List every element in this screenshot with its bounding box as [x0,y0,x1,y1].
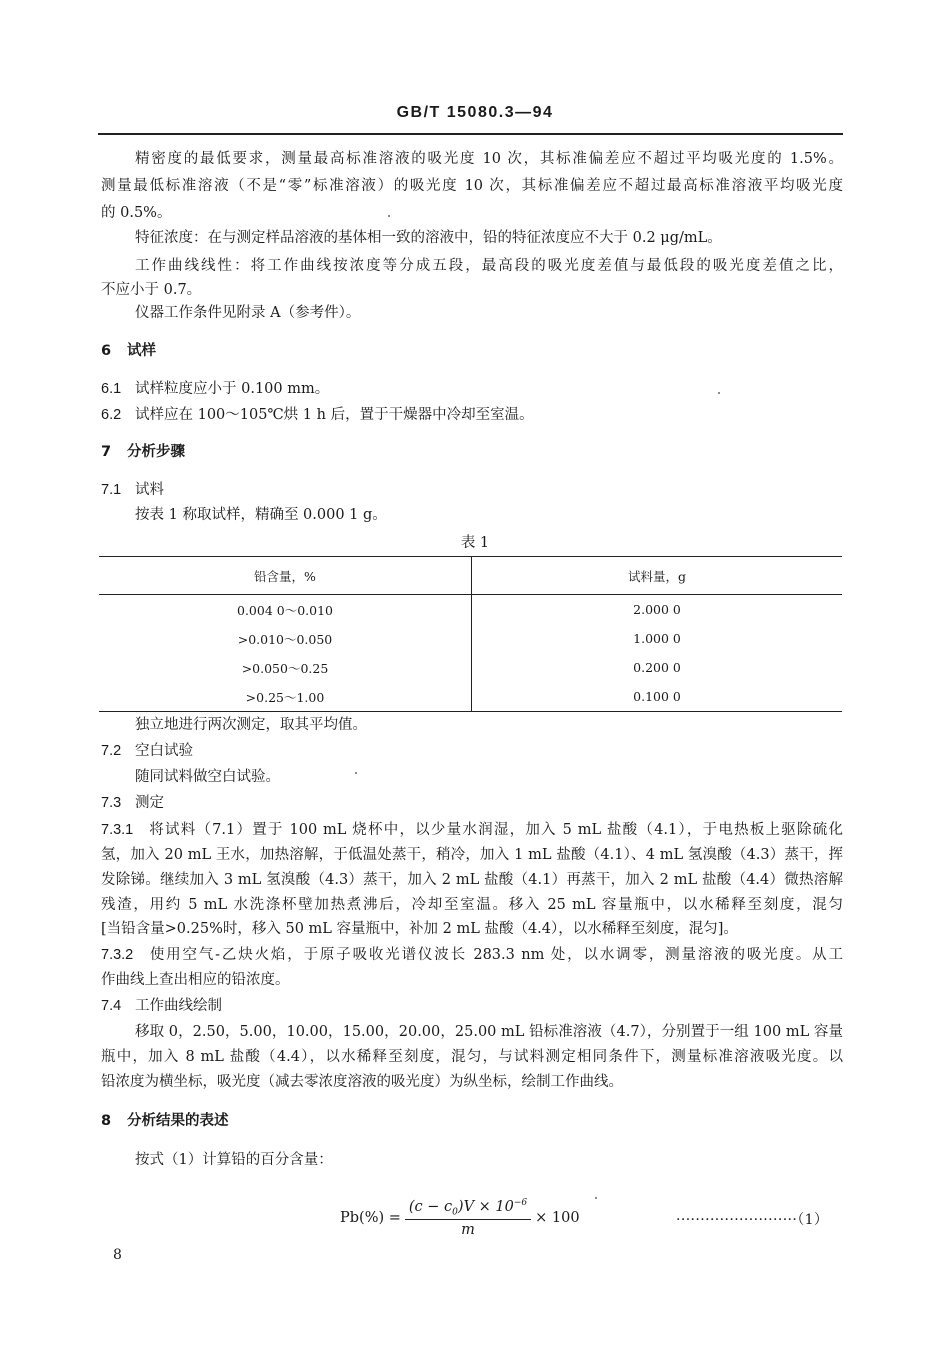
table-1-caption: 表 1 [460,535,490,551]
clause-7-4-line-2: 瓶中，加入 8 mL 盐酸（4.4），以水稀释至刻度，混匀，与试料测定相同条件下，测量标准溶液吸光度。以 [101,1049,843,1065]
formula-lhs: Pb(%) = [340,1210,401,1226]
precision-para-line-1: 精密度的最低要求，测量最高标准溶液的吸光度 10 次，其标准偏差应不超过平均吸光度的 1.5%。 [135,151,843,167]
duplicate-determination-text: 独立地进行两次测定，取其平均值。 [135,717,367,733]
clause-7-2 [101,741,193,761]
clause-7-3 [101,793,164,813]
clause-7-4 [101,996,222,1016]
table-row [99,682,842,712]
formula-fraction [405,1198,531,1239]
equation-label: （1） [797,1212,829,1228]
page-number: 8 [113,1247,122,1263]
clause-7-3-number: 7.3 [101,795,122,811]
clause-7-4-line-3: 铅浓度为横坐标，吸光度（减去零浓度溶液的吸光度）为纵坐标，绘制工作曲线。 [101,1074,623,1090]
lead-content-cell: >0.25～1.00 [99,682,472,712]
formula-numerator-exponent: −6 [513,1197,528,1208]
section-8-number: 8 [101,1113,112,1129]
clause-7-3-1-text: 将试料（7.1）置于 100 mL 烧杯中，以少量水润湿，加入 5 mL 盐酸（4.1），于电热板上驱除硫化 [148,822,843,838]
characteristic-concentration-para: 特征浓度：在与测定样品溶液的基体相一致的溶液中，铅的特征浓度应不大于 0.2 μg/mL。 [135,230,722,246]
section-6-heading [101,341,156,361]
clause-7-3-1-number: 7.3.1 [101,822,134,838]
lead-content-cell: >0.050～0.25 [99,653,472,682]
sample-mass-cell: 0.200 0 [633,660,681,675]
linearity-para-line-1: 工作曲线线性：将工作曲线按浓度等分成五段，最高段的吸光度差值与最低段的吸光度差值之比， [135,258,843,274]
scan-speck [388,215,390,217]
formula-numerator-subscript: 0 [452,1207,458,1218]
clause-7-3-2-text: 使用空气-乙炔火焰，于原子吸收光谱仪波长 283.3 nm 处，以水调零，测量溶液的吸光度。从工 [148,947,843,963]
clause-7-3-2-number: 7.3.2 [101,947,134,963]
clause-7-1-number: 7.1 [101,482,122,498]
equation-leader-dots: ························· [676,1212,798,1228]
section-7-heading [101,442,185,462]
clause-7-2-title: 空白试验 [135,743,193,759]
clause-6-2-text: 试样应在 100～105℃烘 1 h 后，置于干燥器中冷却至室温。 [135,407,534,423]
lead-content-cell: >0.010～0.050 [99,624,472,653]
clause-7-3-1-line-1 [101,820,843,840]
lead-percentage-formula [340,1195,580,1241]
clause-6-1-number: 6.1 [101,381,122,397]
clause-7-3-1-line-5: [当铅含量>0.25%时，移入 50 mL 容量瓶中，补加 2 mL 盐酸（4.4），以水稀释至刻度，混匀]。 [101,921,738,937]
section-6-number: 6 [101,343,112,359]
table-row [99,624,842,653]
clause-7-3-title: 测定 [135,795,164,811]
formula-numerator-b: )V × 10 [457,1198,514,1215]
clause-6-2-number: 6.2 [101,407,122,423]
clause-7-2-number: 7.2 [101,743,122,759]
section-7-number: 7 [101,444,112,460]
standard-header: GB/T 15080.3—94 [396,104,554,121]
table-row [99,595,842,625]
clause-7-4-number: 7.4 [101,998,122,1014]
col-lead-content-header: 铅含量，% [99,557,472,595]
formula-denominator: m [461,1222,475,1239]
section-7-title: 分析步骤 [127,444,185,460]
equation-number [676,1209,828,1229]
sample-mass-cell: 2.000 0 [633,602,681,617]
table-row [99,653,842,682]
clause-7-3-1-line-3: 发除锑。继续加入 3 mL 氢溴酸（4.3）蒸干，加入 2 mL 盐酸（4.1）再蒸干，加入 2 mL 盐酸（4.4）微热溶解 [101,872,843,888]
header-rule [98,133,843,135]
scan-speck [355,772,357,774]
sample-mass-cell: 0.100 0 [633,689,681,704]
clause-6-1-text: 试样粒度应小于 0.100 mm。 [135,381,330,397]
clause-6-1 [101,379,329,399]
formula-numerator [405,1198,531,1221]
scan-speck [595,1197,597,1199]
precision-para-line-3: 的 0.5%。 [101,205,172,221]
linearity-para-line-2: 不应小于 0.7。 [101,282,202,298]
clause-7-1 [101,480,164,500]
sample-mass-cell: 1.000 0 [633,631,681,646]
clause-6-2 [101,405,534,425]
table-1 [99,556,842,712]
section-6-title: 试样 [127,343,156,359]
section-8-title: 分析结果的表述 [127,1113,229,1129]
clause-7-2-text: 随同试料做空白试验。 [135,769,280,785]
formula-intro: 按式（1）计算铅的百分含量： [135,1152,333,1168]
section-8-heading [101,1111,229,1131]
clause-7-1-title: 试料 [135,482,164,498]
clause-7-3-2-line-1 [101,945,843,965]
lead-content-cell: 0.004 0～0.010 [99,595,472,625]
formula-tail: × 100 [535,1210,580,1226]
scan-speck [718,392,720,394]
clause-7-3-1-line-2: 氢，加入 20 mL 王水，加热溶解，于低温处蒸干，稍冷，加入 1 mL 盐酸（4.1）、4 mL 氢溴酸（4.3）蒸干，挥 [101,847,843,863]
table-header-row [99,557,842,595]
clause-7-1-text: 按表 1 称取试样，精确至 0.000 1 g。 [135,507,387,523]
clause-7-4-line-1: 移取 0，2.50，5.00，10.00，15.00，20.00，25.00 mL 铅标准溶液（4.7），分别置于一组 100 mL 容量 [135,1024,843,1040]
clause-7-3-2-line-2: 作曲线上查出相应的铅浓度。 [101,972,290,988]
clause-7-4-title: 工作曲线绘制 [135,998,222,1014]
precision-para-line-2: 测量最低标准溶液（不是“零”标准溶液）的吸光度 10 次，其标准偏差应不超过最高标准溶液平均吸光度 [101,178,843,194]
formula-numerator-a: (c − c [408,1198,453,1215]
col-sample-mass-header: 试料量，g [472,557,843,595]
clause-7-3-1-line-4: 残渣，用约 5 mL 水洗涤杯壁加热煮沸后，冷却至室温。移入 25 mL 容量瓶中，以水稀释至刻度，混匀 [101,897,843,913]
instrument-conditions-para: 仪器工作条件见附录 A（参考件）。 [135,305,361,321]
